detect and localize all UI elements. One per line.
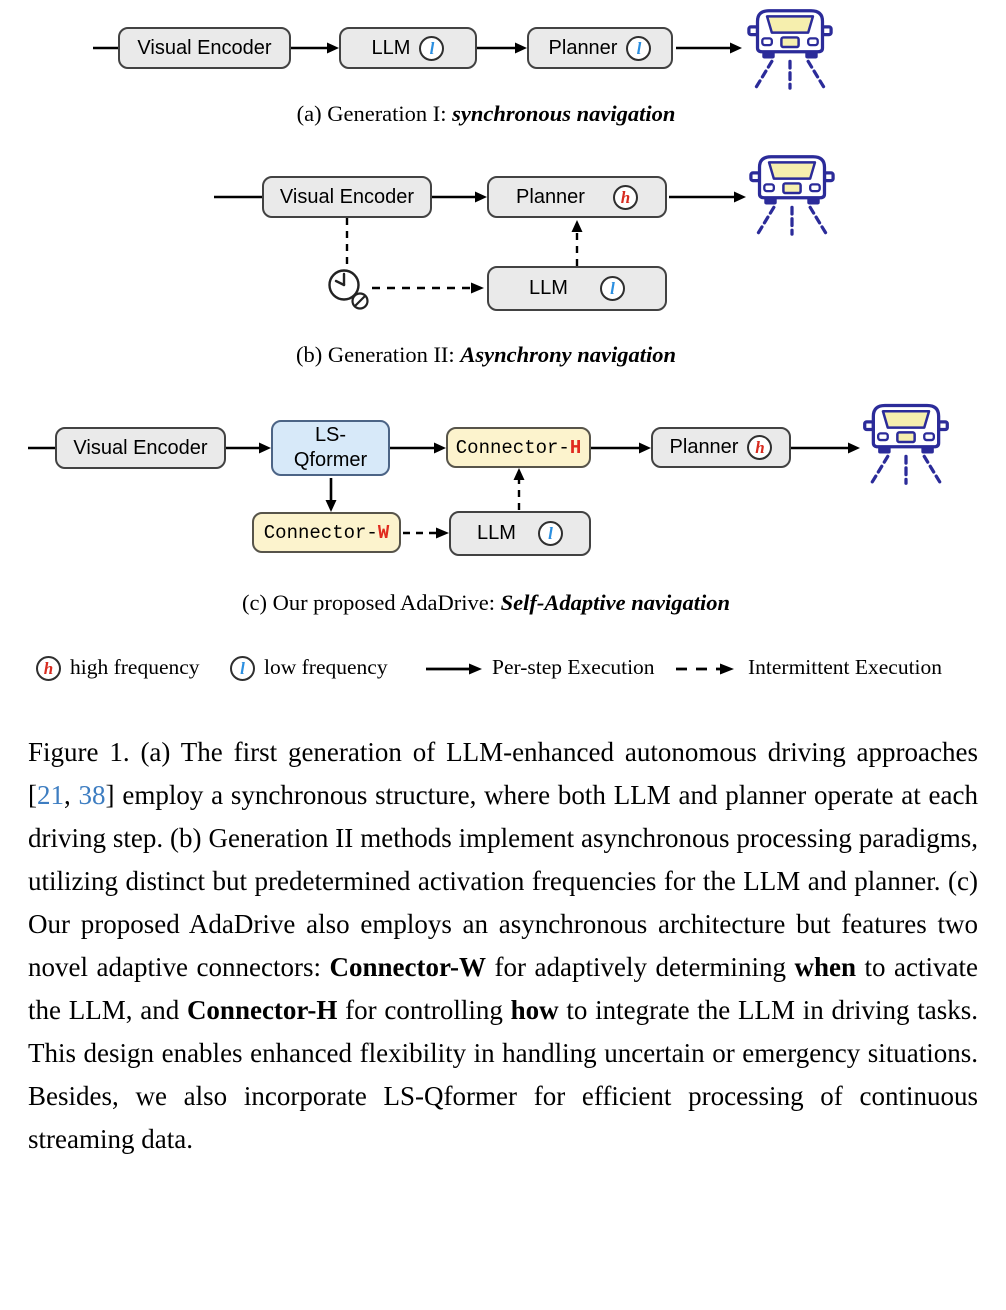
low-frequency-icon: l: [600, 276, 625, 301]
caption-when: when: [794, 952, 856, 982]
panel-b-caption: [0, 342, 972, 368]
dashed-arrow: [372, 280, 484, 296]
citation-link-38[interactable]: 38: [78, 780, 106, 810]
planner-box: [651, 427, 791, 468]
panel-a-caption: [0, 101, 972, 127]
llm-label: LLM: [477, 522, 516, 544]
arrow: [676, 40, 742, 56]
clock-icon: [325, 266, 371, 312]
visual-encoder-box: [118, 27, 291, 69]
input-line: [214, 194, 262, 200]
high-frequency-icon: h: [613, 185, 638, 210]
planner-box: [487, 176, 667, 218]
arrow: [291, 40, 339, 56]
ls-qformer-label-line1: LS-: [314, 424, 347, 446]
arrow: [669, 189, 746, 205]
caption-connector-h: Connector-H: [186, 995, 338, 1025]
legend-intermittent-label: Intermittent Execution: [748, 655, 943, 679]
arrow: [591, 440, 651, 456]
low-frequency-icon: l: [419, 36, 444, 61]
dashed-arrow: [403, 525, 449, 541]
solid-arrow-icon: [426, 661, 482, 677]
caption-segment: to activate the LLM, and: [28, 952, 978, 1025]
high-frequency-icon: h: [36, 656, 61, 681]
ls-qformer-box: [271, 420, 390, 476]
legend-high-frequency-label: high frequency: [70, 655, 200, 679]
dashed-line: [344, 218, 350, 268]
ls-qformer-label-line2: Qformer: [293, 449, 368, 471]
llm-box: [449, 511, 591, 556]
panel-b-caption-text: (b) Generation II:: [296, 342, 461, 367]
citation-link-21[interactable]: 21: [37, 780, 64, 810]
dashed-arrow-up: [511, 468, 527, 510]
visual-encoder-label: Visual Encoder: [73, 436, 208, 459]
panel-c-caption: [0, 590, 972, 616]
caption-segment: for adaptively determining: [485, 952, 795, 982]
panel-c-caption-emphasis: Self-Adaptive navigation: [500, 590, 731, 615]
low-frequency-icon: l: [538, 521, 563, 546]
car-icon: [742, 4, 838, 90]
arrow: [390, 440, 446, 456]
connector-h-label: Connector-: [455, 436, 570, 459]
caption-segment: Figure 1. (a) The first generation of LLM-enhanced autonomous driving approaches [: [28, 737, 978, 810]
panel-b-caption-emphasis: Asynchrony navigation: [460, 342, 676, 367]
panel-a-caption-emphasis: synchronous navigation: [452, 101, 676, 126]
visual-encoder-label: Visual Encoder: [137, 36, 272, 59]
caption-segment: ] employ a synchronous structure, where both LLM and planner operate at each driving step. (b) Generation II methods implement asynchronous processing paradigms, utilizing distinct but predetermined activation frequencies for the LLM and planner. (c) Our proposed AdaDrive also employs an asynchronous architecture but features two novel adaptive connectors:: [28, 780, 978, 982]
dashed-arrow-icon: [676, 661, 734, 677]
low-frequency-icon: l: [626, 36, 651, 61]
arrow: [226, 440, 271, 456]
planner-box: [527, 27, 673, 69]
panel-a-caption-text: (a) Generation I:: [296, 101, 453, 126]
connector-h-letter: H: [569, 436, 582, 459]
visual-encoder-box: [55, 427, 226, 469]
arrow: [477, 40, 527, 56]
input-line: [28, 445, 55, 451]
planner-label: Planner: [669, 436, 739, 458]
caption-segment: for controlling: [337, 995, 511, 1025]
llm-label: LLM: [371, 36, 411, 59]
connector-w-label: Connector-: [263, 521, 378, 544]
visual-encoder-box: [262, 176, 432, 218]
llm-box: [487, 266, 667, 311]
legend-per-step-label: Per-step Execution: [492, 655, 655, 679]
caption-how: how: [510, 995, 559, 1025]
car-icon: [744, 150, 840, 236]
dashed-arrow-up: [569, 220, 585, 266]
figure-caption: [28, 731, 978, 1161]
llm-label: LLM: [529, 277, 568, 299]
car-icon: [858, 398, 954, 486]
caption-segment: ,: [64, 780, 79, 810]
caption-segment: to integrate the LLM in driving tasks. This design enables enhanced flexibility in handling uncertain or emergency situations. Besides, we also incorporate LS-Qformer for efficient processing of continuous streaming data.: [28, 995, 978, 1154]
panel-c-caption-text: (c) Our proposed AdaDrive:: [241, 590, 501, 615]
arrow: [791, 440, 860, 456]
legend-low-frequency-label: low frequency: [264, 655, 388, 679]
high-frequency-icon: h: [747, 435, 772, 460]
caption-connector-w: Connector-W: [329, 952, 486, 982]
low-frequency-icon: l: [230, 656, 255, 681]
input-line: [93, 45, 119, 51]
arrow: [432, 189, 487, 205]
connector-h-box: [446, 427, 591, 468]
arrow-down: [323, 478, 339, 512]
visual-encoder-label: Visual Encoder: [279, 185, 415, 208]
planner-label: Planner: [548, 36, 618, 59]
connector-w-letter: W: [377, 521, 390, 544]
planner-label: Planner: [516, 185, 585, 208]
llm-box: [339, 27, 477, 69]
connector-w-box: [252, 512, 401, 553]
